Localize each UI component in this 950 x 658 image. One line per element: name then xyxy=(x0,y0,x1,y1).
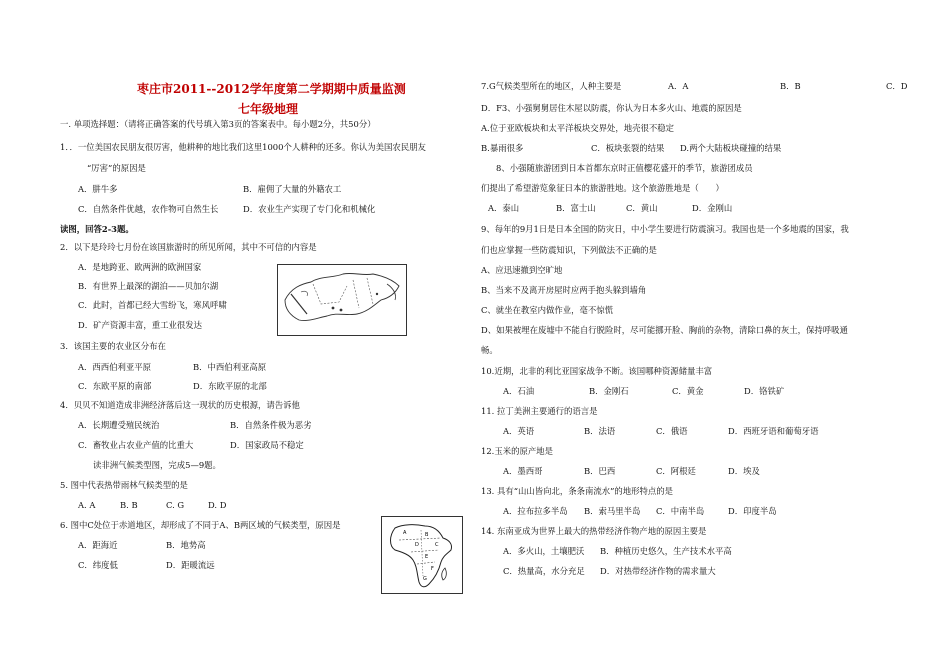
q2-option-a: A．是地跨亚、欧两洲的欧洲国家 xyxy=(78,262,202,272)
q4-option-a: A．长期遭受殖民统治 xyxy=(78,420,160,430)
q2-option-c: C．此时，首都已经大雪纷飞，寒风呼啸 xyxy=(78,300,227,310)
q4-option-c: C．畜牧业占农业产值的比重大 xyxy=(78,440,194,450)
q3-option-d: D．东欧平原的北部 xyxy=(193,381,267,391)
q1-option-d: D．农业生产实现了专门化和机械化 xyxy=(243,204,376,214)
q10-option-b: B．金刚石 xyxy=(589,386,629,396)
q5-stem: 5. 图中代表热带雨林气候类型的是 xyxy=(60,480,188,490)
q5-option-d: D. D xyxy=(208,500,227,510)
africa-label-e: E xyxy=(425,554,429,560)
q11-option-c: C．俄语 xyxy=(656,426,688,436)
read-map-instruction: 读图，回答2-3题。 xyxy=(60,224,134,234)
russia-map-figure xyxy=(277,264,407,336)
q8-option-d: D．金刚山 xyxy=(692,203,733,213)
q2-stem: 2．以下是玲玲七月份在该国旅游时的所见所闻，其中不可信的内容是 xyxy=(60,242,317,252)
q13-option-b: B．索马里半岛 xyxy=(584,506,641,516)
q4-option-b: B．自然条件极为恶劣 xyxy=(230,420,312,430)
q12-option-b: B．巴西 xyxy=(584,466,616,476)
q2-option-b: B．有世界上最深的湖泊——贝加尔湖 xyxy=(78,281,219,291)
q1-option-c: C．自然条件优越，农作物可自然生长 xyxy=(78,204,219,214)
q1-option-b: B．雇佣了大量的外籍农工 xyxy=(243,184,342,194)
q10-option-d: D．铬铁矿 xyxy=(744,386,785,396)
q3-option-a: A．西西伯利亚平原 xyxy=(78,362,152,372)
q7-option-b2: B.暴雨很多 xyxy=(481,143,524,153)
q3-option-c: C．东欧平原的南部 xyxy=(78,381,152,391)
q2-option-d: D．矿产资源丰富，重工业很发达 xyxy=(78,320,202,330)
q4-stem: 4．贝贝不知道造成非洲经济落后这一现状的历史根源，请告诉他 xyxy=(60,400,300,410)
q7-option-d-line: D．F3、小强舅舅居住木屋以防震，你认为日本多火山、地震的原因是 xyxy=(481,103,742,113)
q8-option-a: A．泰山 xyxy=(488,203,520,213)
q14-option-c: C．热量高，水分充足 xyxy=(503,566,585,576)
q12-stem: 12.玉米的原产地是 xyxy=(481,446,553,456)
q7-option-d2: D.两个大陆板块碰撞的结果 xyxy=(680,143,782,153)
q5-option-a: A. A xyxy=(78,500,96,510)
q12-option-d: D．埃及 xyxy=(728,466,760,476)
q7-option-a: A．A xyxy=(668,81,689,91)
q9-line1: 9、每年的9月1日是日本全国的防灾日，中小学生要进行防震演习。我国也是一个多地震的国家，我 xyxy=(481,224,849,234)
q1-line1: 1．．一位美国农民朋友很厉害，他耕种的地比我们这里1000个人耕种的还多。你认为美国农民朋友 xyxy=(60,142,426,152)
q9-line2: 们也应掌握一些防震知识，下列做法不正确的是 xyxy=(481,245,657,255)
q8-line1: 8、小强随旅游团到日本首都东京时正值樱花盛开的季节，旅游团成员 xyxy=(496,163,753,173)
q7-stem: 7.G气候类型所在的地区，人种主要是 xyxy=(481,81,622,91)
q10-option-a: A．石油 xyxy=(503,386,535,396)
q5-option-b: B. B xyxy=(120,500,138,510)
q9-option-d-line1: D、如果被埋在废墟中不能自行脱险时，尽可能挪开脸、胸前的杂物，清除口鼻的灰土，保持呼吸通 xyxy=(481,325,848,335)
q8-option-c: C．黄山 xyxy=(626,203,658,213)
exam-title: 枣庄市2011--2012学年度第二学期期中质量监测 xyxy=(137,82,406,96)
q13-stem: 13. 具有“山山皆向北，条条南流水”的地形特点的是 xyxy=(481,486,674,496)
q14-option-d: D．对热带经济作物的需求量大 xyxy=(600,566,716,576)
q10-option-c: C．黄金 xyxy=(672,386,704,396)
q3-stem: 3．该国主要的农业区分布在 xyxy=(60,341,166,351)
q14-option-a: A．多火山，土壤肥沃 xyxy=(503,546,585,556)
africa-climate-map-figure xyxy=(381,516,463,594)
q6-option-d: D．距暖流远 xyxy=(166,560,215,570)
q12-option-a: A．墨西哥 xyxy=(503,466,543,476)
read-africa-instruction: 读非洲气候类型图，完成5—9题。 xyxy=(93,460,221,470)
q8-line2: 们提出了希望游览象征日本的旅游胜地。这个旅游胜地是（ ） xyxy=(481,183,724,193)
q12-option-c: C．阿根廷 xyxy=(656,466,696,476)
q8-option-b: B．富士山 xyxy=(556,203,596,213)
q11-stem: 11. 拉丁美洲主要通行的语言是 xyxy=(481,406,598,416)
africa-label-g: G xyxy=(423,576,427,582)
q11-option-d: D．西班牙语和葡萄牙语 xyxy=(728,426,819,436)
q6-option-a: A．距海近 xyxy=(78,540,118,550)
q1-line2: “厉害”的原因是 xyxy=(87,163,146,173)
section-instructions: 一. 单项选择题：（请将正确答案的代号填入第3页的答案表中。每小题2分，共50分） xyxy=(60,119,376,129)
q13-option-c: C．中南半岛 xyxy=(656,506,705,516)
q7-option-c: C．D xyxy=(886,81,908,91)
q5-option-c: C. G xyxy=(166,500,185,510)
q1-option-a: A．肼牛多 xyxy=(78,184,118,194)
africa-label-c: C xyxy=(435,542,439,548)
q13-option-a: A．拉布拉多半岛 xyxy=(503,506,568,516)
q13-option-d: D．印度半岛 xyxy=(728,506,777,516)
q7-option-a2: A.位于亚欧板块和太平洋板块交界处，地壳很不稳定 xyxy=(481,123,674,133)
q9-option-d-line2: 畅。 xyxy=(481,345,498,355)
q4-option-d: D．国家政局不稳定 xyxy=(230,440,304,450)
africa-label-b: B xyxy=(425,532,429,538)
q10-stem: 10.近期，北非的利比亚国家战争不断。该国哪种资源储量丰富 xyxy=(481,366,713,376)
q6-stem: 6. 图中C处位于赤道地区，却形成了不同于A、B两区域的气候类型，原因是 xyxy=(60,520,341,530)
africa-label-d: D xyxy=(415,542,419,548)
q9-option-c: C、就坐在教室内做作业，毫不惊慌 xyxy=(481,305,614,315)
q11-option-b: B．法语 xyxy=(584,426,616,436)
q9-option-a: A、应迅速撤到空旷地 xyxy=(481,265,563,275)
q3-option-b: B．中西伯利亚高原 xyxy=(193,362,267,372)
q6-option-b: B．地势高 xyxy=(166,540,206,550)
q6-option-c: C．纬度低 xyxy=(78,560,118,570)
q9-option-b: B、当来不及离开房屋时应两手抱头躲到墙角 xyxy=(481,285,647,295)
africa-label-f: F xyxy=(431,566,434,572)
exam-subtitle: 七年级地理 xyxy=(238,102,299,116)
q7-option-b: B．B xyxy=(780,81,801,91)
q7-option-c2: C．板块张裂的结果 xyxy=(591,143,665,153)
q14-stem: 14. 东南亚成为世界上最大的热带经济作物产地的原因主要是 xyxy=(481,526,707,536)
q14-option-b: B．种植历史悠久，生产技术水平高 xyxy=(600,546,732,556)
africa-label-a: A xyxy=(403,530,407,536)
q11-option-a: A．英语 xyxy=(503,426,535,436)
